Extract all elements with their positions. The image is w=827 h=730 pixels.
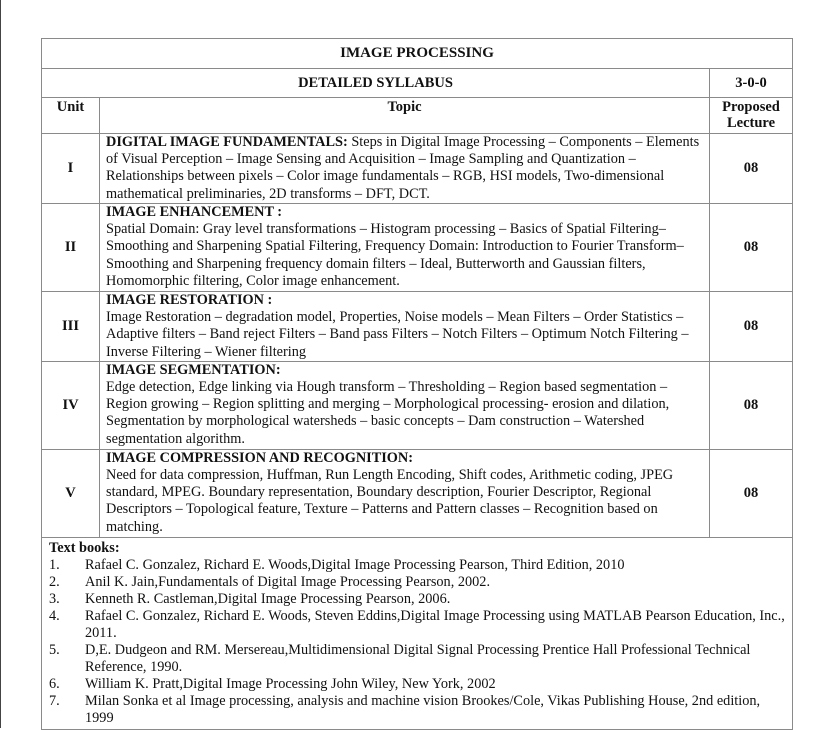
column-header-row bbox=[42, 98, 793, 134]
unit-row bbox=[42, 361, 793, 449]
book-number: 5. bbox=[49, 641, 60, 658]
unit-number: III bbox=[42, 292, 100, 362]
text-books-row bbox=[42, 537, 793, 729]
unit-lectures: 08 bbox=[710, 361, 793, 449]
unit-topic bbox=[100, 361, 710, 449]
text-books bbox=[42, 537, 793, 729]
unit-number: V bbox=[42, 449, 100, 537]
subtitle-row bbox=[42, 69, 793, 98]
book-number: 1. bbox=[49, 556, 60, 573]
text-books-heading: Text books: bbox=[49, 539, 120, 556]
book-number: 6. bbox=[49, 675, 60, 692]
book-text: Anil K. Jain,Fundamentals of Digital Image Processing Pearson, 2002. bbox=[85, 573, 491, 590]
book-item bbox=[49, 591, 786, 608]
unit-lectures: 08 bbox=[710, 134, 793, 204]
book-text: Rafael C. Gonzalez, Richard E. Woods,Digital Image Processing Pearson, Third Edition, 2010 bbox=[85, 556, 625, 573]
unit-heading: DIGITAL IMAGE FUNDAMENTALS: bbox=[106, 134, 348, 150]
unit-topic bbox=[100, 204, 710, 292]
book-text: Kenneth R. Castleman,Digital Image Processing Pearson, 2006. bbox=[85, 590, 451, 607]
book-number: 7. bbox=[49, 692, 60, 709]
book-item bbox=[49, 693, 786, 727]
syllabus-table bbox=[41, 38, 793, 730]
book-number: 2. bbox=[49, 573, 60, 590]
lecture-header: Proposed Lecture bbox=[710, 98, 793, 134]
unit-topic bbox=[100, 134, 710, 204]
book-item bbox=[49, 574, 786, 591]
title-row bbox=[42, 39, 793, 69]
book-text: William K. Pratt,Digital Image Processing John Wiley, New York, 2002 bbox=[85, 675, 496, 692]
unit-row bbox=[42, 134, 793, 204]
unit-topic bbox=[100, 292, 710, 362]
topic-header: Topic bbox=[100, 98, 710, 134]
book-text: Rafael C. Gonzalez, Richard E. Woods, Steven Eddins,Digital Image Processing using MATLAB Pearson Education, Inc., 2011. bbox=[85, 607, 785, 641]
book-text: Milan Sonka et al Image processing, analysis and machine vision Brookes/Cole, Vikas Publishing House, 2nd edition, 1999 bbox=[85, 692, 761, 726]
unit-topic bbox=[100, 449, 710, 537]
unit-number: I bbox=[42, 134, 100, 204]
unit-row bbox=[42, 292, 793, 362]
unit-lectures: 08 bbox=[710, 204, 793, 292]
unit-body: Steps in Digital Image Processing – Components – Elements of Visual Perception – Image Sensing and Acquisition – Image Sampling and Quantization – Relationships between pixels – Color image fundamentals – RGB, HSI models, Two-dimensional mathematical preliminaries, 2D transforms – DFT, DCT. bbox=[106, 134, 700, 202]
unit-body: Spatial Domain: Gray level transformations – Histogram processing – Basics of Spatial Filtering– Smoothing and Sharpening Spatial Filtering, Frequency Domain: Introduction to Fourier Transform– Smoothing and Sharpening frequency domain filters – Ideal, Butterworth and Gaussian filters, Homomorphic filtering, Color image enhancement. bbox=[106, 221, 684, 289]
book-item bbox=[49, 642, 786, 676]
book-number: 3. bbox=[49, 590, 60, 607]
unit-heading: IMAGE COMPRESSION AND RECOGNITION: bbox=[106, 449, 414, 466]
book-item bbox=[49, 676, 786, 693]
book-item bbox=[49, 608, 786, 642]
unit-body: Need for data compression, Huffman, Run Length Encoding, Shift codes, Arithmetic coding, JPEG standard, MPEG. Boundary representation, Boundary description, Fourier Descriptor, Regional Descriptors – Topological feature, Texture – Patterns and Pattern classes – Recognition based on matching. bbox=[106, 467, 674, 535]
credits: 3-0-0 bbox=[710, 69, 793, 98]
unit-body: Image Restoration – degradation model, Properties, Noise models – Mean Filters – Order Statistics – Adaptive filters – Band reject Filters – Band pass Filters – Notch Filters – Optimum Notch Filtering – Inverse Filtering – Wiener filtering bbox=[106, 309, 689, 360]
unit-header: Unit bbox=[42, 98, 100, 134]
unit-heading: IMAGE ENHANCEMENT : bbox=[106, 204, 283, 220]
course-title: IMAGE PROCESSING bbox=[42, 39, 793, 69]
detailed-syllabus-heading: DETAILED SYLLABUS bbox=[42, 69, 710, 98]
unit-row bbox=[42, 204, 793, 292]
unit-heading: IMAGE RESTORATION : bbox=[106, 292, 273, 308]
unit-body: Edge detection, Edge linking via Hough transform – Thresholding – Region based segmentation – Region growing – Region splitting and merging – Morphological processing- erosion and dilation, Segmentation by morphological watersheds – basic concepts – Dam construction – Watershed segmentation algorithm. bbox=[106, 379, 670, 447]
unit-number: IV bbox=[42, 361, 100, 449]
unit-lectures: 08 bbox=[710, 292, 793, 362]
book-text: D,E. Dudgeon and RM. Mersereau,Multidimensional Digital Signal Processing Prentice Hall Professional Technical Reference, 1990. bbox=[85, 641, 751, 675]
page-left-border bbox=[0, 0, 1, 728]
unit-heading: IMAGE SEGMENTATION: bbox=[106, 361, 281, 378]
book-number: 4. bbox=[49, 607, 60, 624]
unit-number: II bbox=[42, 204, 100, 292]
unit-row bbox=[42, 449, 793, 537]
unit-lectures: 08 bbox=[710, 449, 793, 537]
book-item bbox=[49, 557, 786, 574]
